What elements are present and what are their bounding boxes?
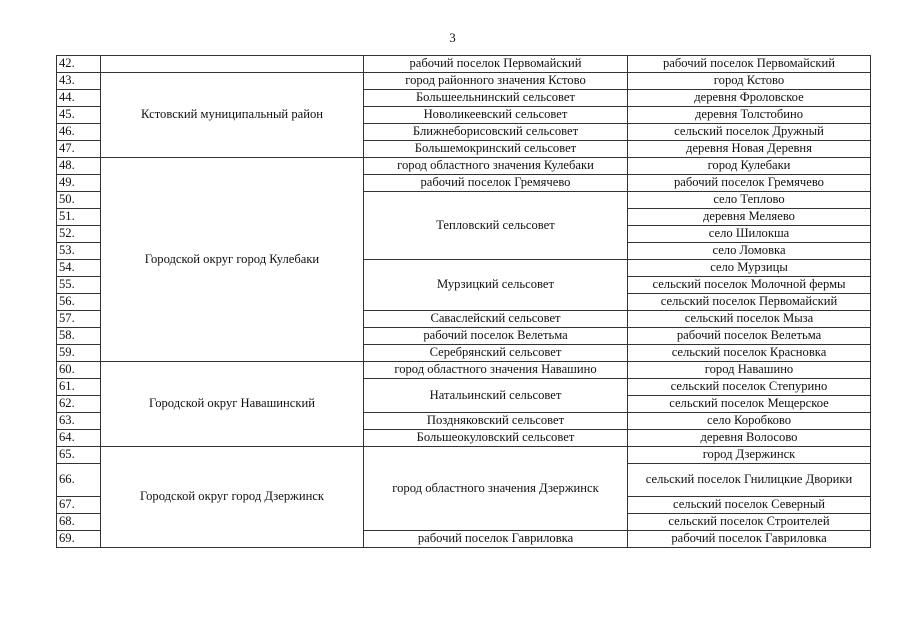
settlement-cell: сельский поселок Мещерское xyxy=(628,396,871,413)
row-number: 61. xyxy=(57,379,101,396)
row-number: 48. xyxy=(57,158,101,175)
row-number: 45. xyxy=(57,107,101,124)
settlement-cell: деревня Волосово xyxy=(628,430,871,447)
table-row xyxy=(57,362,871,379)
row-number: 66. xyxy=(57,464,101,497)
settlement-cell: сельский поселок Степурино xyxy=(628,379,871,396)
district-cell xyxy=(101,56,364,73)
municipality-cell: Новоликеевский сельсовет xyxy=(364,107,628,124)
settlement-cell: сельский поселок Красновка xyxy=(628,345,871,362)
settlement-cell: рабочий поселок Велетьма xyxy=(628,328,871,345)
settlement-cell: сельский поселок Гнилицкие Дворики xyxy=(628,464,871,497)
municipality-cell: Серебрянский сельсовет xyxy=(364,345,628,362)
row-number: 57. xyxy=(57,311,101,328)
municipality-cell: Большеокуловский сельсовет xyxy=(364,430,628,447)
municipality-cell: Большеельнинский сельсовет xyxy=(364,90,628,107)
settlement-cell: сельский поселок Мыза xyxy=(628,311,871,328)
row-number: 55. xyxy=(57,277,101,294)
row-number: 59. xyxy=(57,345,101,362)
settlement-cell: сельский поселок Северный xyxy=(628,497,871,514)
settlement-cell: сельский поселок Первомайский xyxy=(628,294,871,311)
row-number: 50. xyxy=(57,192,101,209)
row-number: 63. xyxy=(57,413,101,430)
settlement-cell: сельский поселок Дружный xyxy=(628,124,871,141)
municipality-cell: рабочий поселок Гавриловка xyxy=(364,531,628,548)
municipality-cell: Натальинский сельсовет xyxy=(364,379,628,413)
row-number: 64. xyxy=(57,430,101,447)
settlement-cell: рабочий поселок Первомайский xyxy=(628,56,871,73)
row-number: 43. xyxy=(57,73,101,90)
settlement-cell: деревня Фроловское xyxy=(628,90,871,107)
settlement-cell: село Коробково xyxy=(628,413,871,430)
settlement-cell: село Шилокша xyxy=(628,226,871,243)
settlement-cell: город Кулебаки xyxy=(628,158,871,175)
settlement-cell: город Дзержинск xyxy=(628,447,871,464)
table-row xyxy=(57,447,871,464)
row-number: 69. xyxy=(57,531,101,548)
row-number: 51. xyxy=(57,209,101,226)
district-cell: Городской округ Навашинский xyxy=(101,362,364,447)
row-number: 56. xyxy=(57,294,101,311)
table-row xyxy=(57,56,871,73)
settlement-cell: город Кстово xyxy=(628,73,871,90)
municipality-cell: рабочий поселок Велетьма xyxy=(364,328,628,345)
row-number: 47. xyxy=(57,141,101,158)
settlements-table xyxy=(56,55,871,548)
row-number: 42. xyxy=(57,56,101,73)
settlement-cell: село Ломовка xyxy=(628,243,871,260)
table-row xyxy=(57,73,871,90)
row-number: 60. xyxy=(57,362,101,379)
municipality-cell: Поздняковский сельсовет xyxy=(364,413,628,430)
row-number: 62. xyxy=(57,396,101,413)
municipality-cell: Ближнеборисовский сельсовет xyxy=(364,124,628,141)
settlement-cell: деревня Новая Деревня xyxy=(628,141,871,158)
municipality-cell: Тепловский сельсовет xyxy=(364,192,628,260)
row-number: 65. xyxy=(57,447,101,464)
municipality-cell: город районного значения Кстово xyxy=(364,73,628,90)
settlement-cell: город Навашино xyxy=(628,362,871,379)
row-number: 52. xyxy=(57,226,101,243)
row-number: 49. xyxy=(57,175,101,192)
settlement-cell: рабочий поселок Гавриловка xyxy=(628,531,871,548)
district-cell: Городской округ город Дзержинск xyxy=(101,447,364,548)
settlement-cell: сельский поселок Молочной фермы xyxy=(628,277,871,294)
municipality-cell: город областного значения Дзержинск xyxy=(364,447,628,531)
settlement-cell: рабочий поселок Гремячево xyxy=(628,175,871,192)
municipality-cell: рабочий поселок Гремячево xyxy=(364,175,628,192)
municipality-cell: город областного значения Кулебаки xyxy=(364,158,628,175)
row-number: 67. xyxy=(57,497,101,514)
municipality-cell: Саваслейский сельсовет xyxy=(364,311,628,328)
settlement-cell: село Теплово xyxy=(628,192,871,209)
district-cell: Городской округ город Кулебаки xyxy=(101,158,364,362)
table-row xyxy=(57,158,871,175)
settlement-cell: деревня Толстобино xyxy=(628,107,871,124)
municipality-cell: рабочий поселок Первомайский xyxy=(364,56,628,73)
municipality-cell: Мурзицкий сельсовет xyxy=(364,260,628,311)
row-number: 46. xyxy=(57,124,101,141)
row-number: 53. xyxy=(57,243,101,260)
row-number: 44. xyxy=(57,90,101,107)
settlement-cell: село Мурзицы xyxy=(628,260,871,277)
district-cell: Кстовский муниципальный район xyxy=(101,73,364,158)
row-number: 58. xyxy=(57,328,101,345)
municipality-cell: Большемокринский сельсовет xyxy=(364,141,628,158)
settlement-cell: деревня Меляево xyxy=(628,209,871,226)
row-number: 68. xyxy=(57,514,101,531)
row-number: 54. xyxy=(57,260,101,277)
page-number: 3 xyxy=(449,30,456,45)
municipality-cell: город областного значения Навашино xyxy=(364,362,628,379)
settlement-cell: сельский поселок Строителей xyxy=(628,514,871,531)
